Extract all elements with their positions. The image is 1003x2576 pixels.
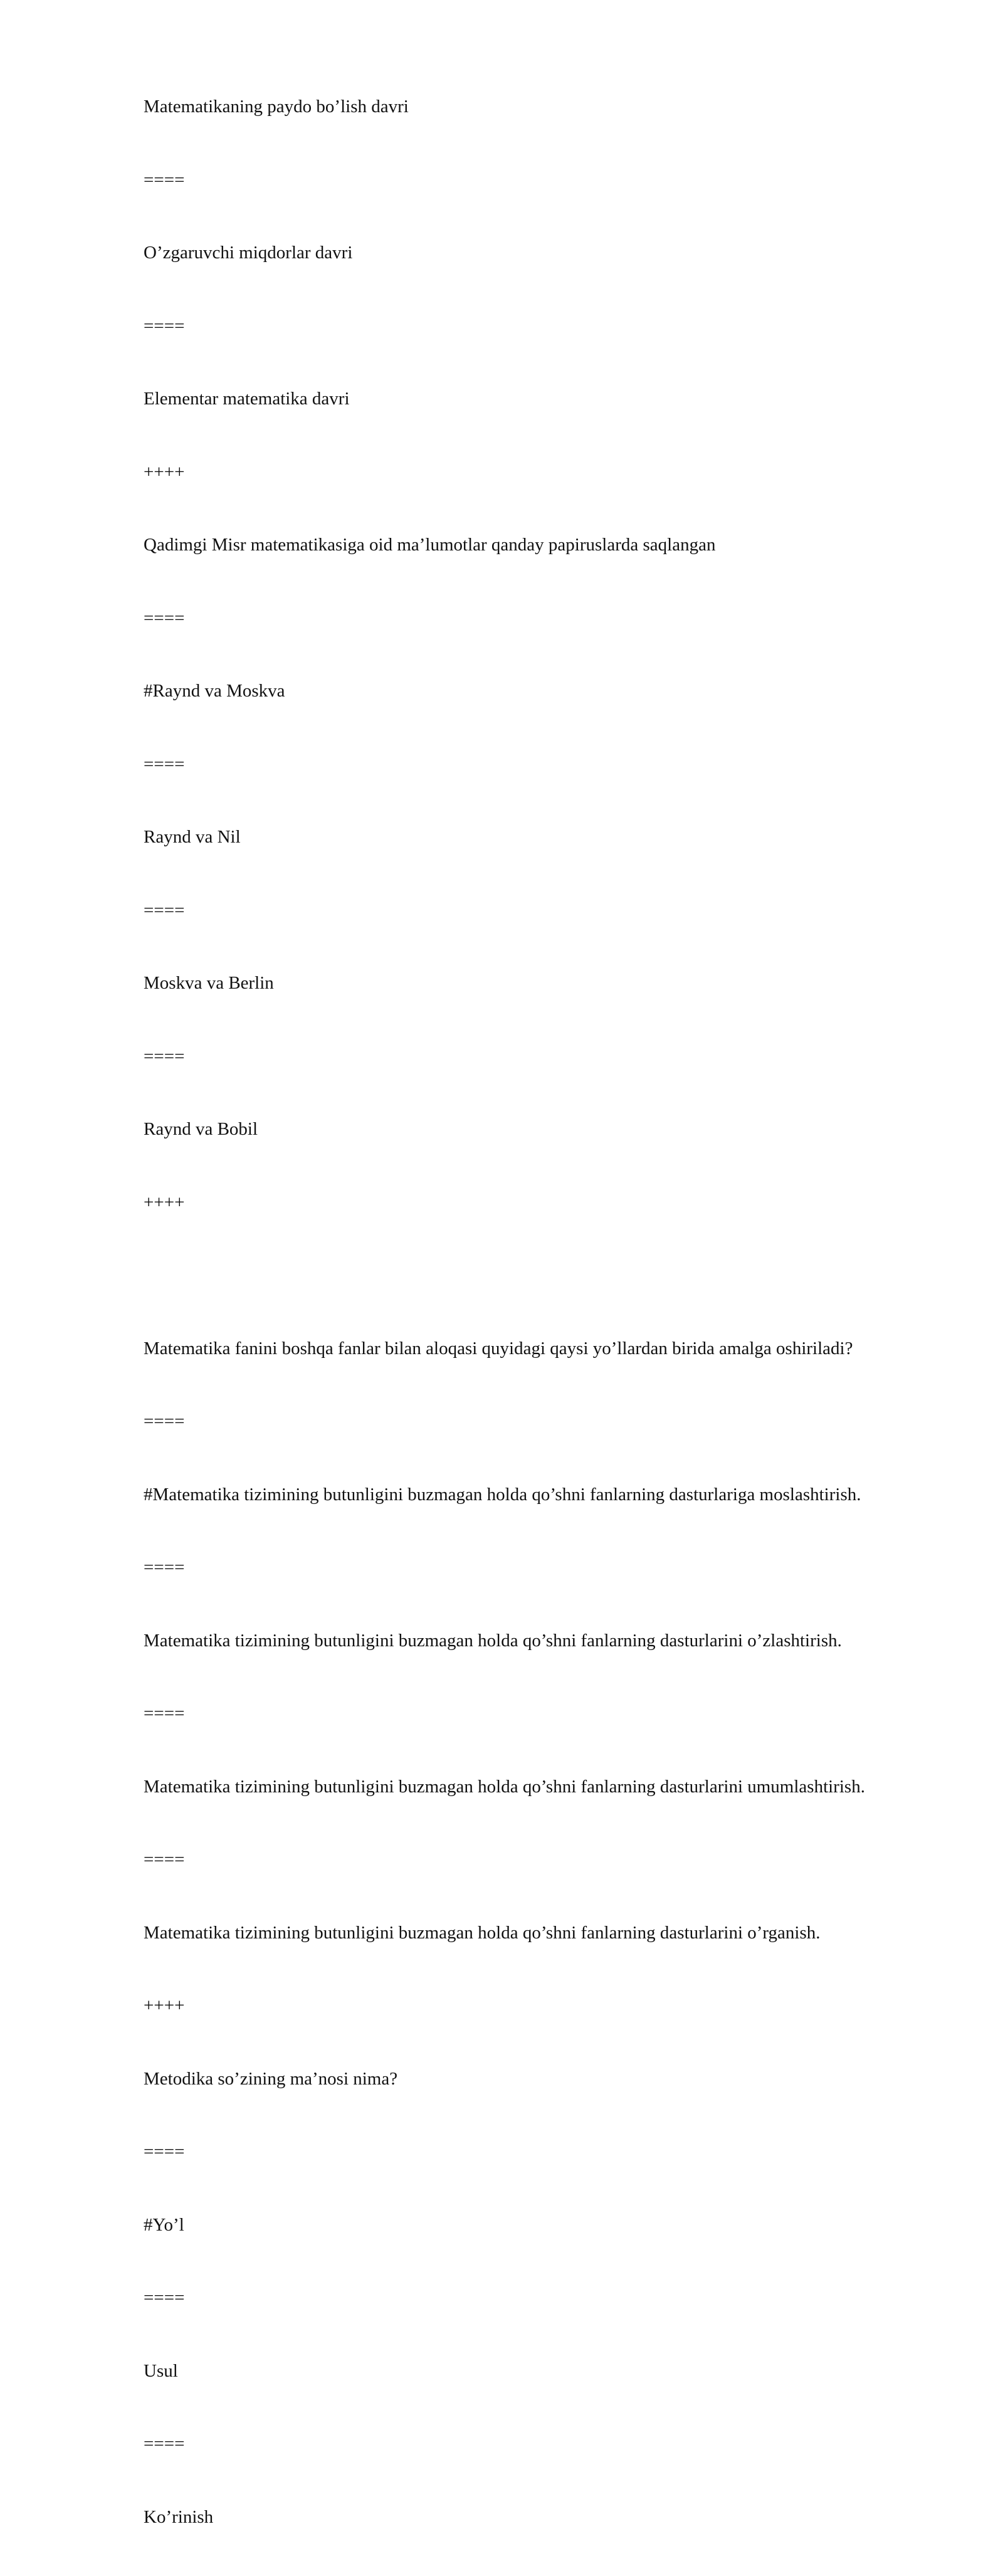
- question-text: Qadimgi Misr matematikasiga oid ma’lumotlar qanday papiruslarda saqlangan: [144, 531, 927, 604]
- answer-line: Matematika tizimining butunligini buzmagan holda qo’shni fanlarning dasturlarini umumlashtirish.: [144, 1773, 927, 1846]
- answer-line: Raynd va Bobil: [144, 1115, 927, 1189]
- answer-line: Raynd va Nil: [144, 823, 927, 896]
- correct-answer-line: #Raynd va Moskva: [144, 677, 927, 750]
- correct-answer-line: #Yo’l: [144, 2211, 927, 2284]
- separator-line: ====: [144, 896, 927, 970]
- separator-line: ====: [144, 312, 927, 386]
- blank-line: [144, 1261, 927, 1335]
- separator-line: ====: [144, 1407, 927, 1481]
- text-line: Elementar matematika davri: [144, 385, 927, 458]
- answer-line: Usul: [144, 2357, 927, 2431]
- answer-line: Matematika tizimining butunligini buzmagan holda qo’shni fanlarning dasturlarini o’rganish.: [144, 1919, 927, 1992]
- answer-line: Ko’rinish: [144, 2503, 927, 2576]
- question-text: Matematika fanini boshqa fanlar bilan aloqasi quyidagi qaysi yo’llardan birida amalga oshiriladi?: [144, 1335, 927, 1408]
- separator-line: ====: [144, 604, 927, 678]
- answer-line: Matematika tizimining butunligini buzmagan holda qo’shni fanlarning dasturlarini o’zlashtirish.: [144, 1627, 927, 1700]
- separator-line: ====: [144, 1553, 927, 1627]
- question-text: Metodika so’zining ma’nosi nima?: [144, 2065, 927, 2138]
- separator-line: ====: [144, 2284, 927, 2357]
- separator-line: ====: [144, 1043, 927, 1116]
- text-line: O’zgaruvchi miqdorlar davri: [144, 239, 927, 312]
- question-separator-line: ++++: [144, 1189, 927, 1262]
- separator-line: ====: [144, 1700, 927, 1773]
- question-separator-line: ++++: [144, 1992, 927, 2065]
- text-line: Matematikaning paydo bo’lish davri: [144, 93, 927, 166]
- separator-line: ====: [144, 166, 927, 239]
- answer-line: Moskva va Berlin: [144, 969, 927, 1043]
- separator-line: ====: [144, 2138, 927, 2211]
- document-body: [144, 93, 927, 2576]
- question-separator-line: ++++: [144, 458, 927, 532]
- separator-line: ====: [144, 2430, 927, 2503]
- separator-line: ====: [144, 1846, 927, 1919]
- separator-line: ====: [144, 750, 927, 824]
- correct-answer-line: #Matematika tizimining butunligini buzmagan holda qo’shni fanlarning dasturlariga moslashtirish.: [144, 1481, 927, 1554]
